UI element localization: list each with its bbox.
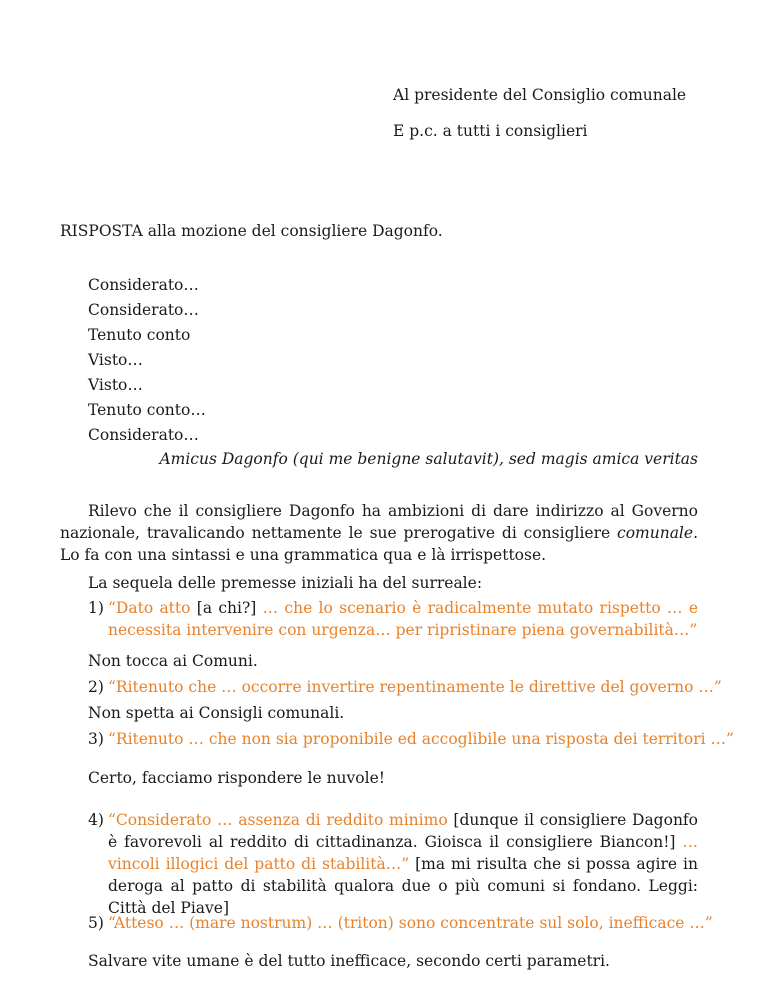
item-quote: “Dato atto (108, 599, 191, 617)
item-body (108, 912, 713, 934)
premise-item: Visto… (88, 376, 143, 394)
item-quote: … vincoli illogici del patto di stabilità…” (108, 833, 698, 873)
intro-paragraph (60, 500, 698, 566)
item-quote: “Considerato … assenza di reddito minimo (108, 811, 448, 829)
item-number: 5) (88, 914, 104, 932)
premise-item: Considerato… (88, 426, 199, 444)
item-comment-inline: [ma mi risulta che si possa agire in deroga al patto di stabilità qualora due o più comuni si fondano. Leggi: Città del Piave] (108, 855, 698, 917)
item-body (108, 809, 698, 919)
item-quote: “Ritenuto che … occorre invertire repentinamente le direttive del governo …” (108, 678, 722, 696)
sequence-intro: La sequela delle premesse iniziali ha del surreale: (88, 574, 483, 592)
list-item (88, 728, 734, 750)
item-quote: “Ritenuto … che non sia proponibile ed accoglibile una risposta dei territori …” (108, 730, 734, 748)
item-number: 1) (88, 599, 104, 617)
item-number: 2) (88, 678, 104, 696)
premise-item: Visto… (88, 351, 143, 369)
item-comment: Non spetta ai Consigli comunali. (88, 704, 345, 722)
item-number: 3) (88, 730, 104, 748)
premise-item: Tenuto conto… (88, 401, 206, 419)
item-comment-inline: [dunque il consigliere Dagonfo è favorevoli al reddito di cittadinanza. Gioisca il consigliere Biancon!] (108, 811, 698, 851)
intro-text: Rilevo che il consigliere Dagonfo ha ambizioni di dare indirizzo al Governo nazionale, travalicando nettamente le sue prerogative di consigliere (60, 502, 698, 542)
item-body (108, 597, 698, 641)
intro-emphasis: comunale (617, 524, 694, 542)
item-body (108, 676, 722, 698)
item-comment: Non tocca ai Comuni. (88, 652, 258, 670)
latin-motto: Amicus Dagonfo (qui me benigne salutavit), sed magis amica veritas (159, 450, 698, 468)
list-item (88, 597, 698, 641)
item-number: 4) (88, 811, 104, 829)
document-title: RISPOSTA alla mozione del consigliere Dagonfo. (60, 222, 443, 240)
cc-line: E p.c. a tutti i consiglieri (393, 122, 588, 140)
list-item (88, 676, 722, 698)
intro-text: . Lo fa con una sintassi e una grammatica qua e là irrispettose. (60, 524, 698, 564)
recipient-line: Al presidente del Consiglio comunale (393, 86, 687, 104)
item-quote: … che lo scenario è radicalmente mutato rispetto … e necessita intervenire con urgenza… per ripristinare piena governabilità…” (108, 599, 698, 639)
premise-item: Considerato… (88, 276, 199, 294)
item-comment: Certo, facciamo rispondere le nuvole! (88, 769, 385, 787)
premise-item: Considerato… (88, 301, 199, 319)
item-quote: “Atteso … (mare nostrum) … (triton) sono concentrate sul solo, inefficace …” (108, 914, 713, 932)
premise-item: Tenuto conto (88, 326, 191, 344)
list-item (88, 912, 713, 934)
item-body (108, 728, 734, 750)
list-item (88, 809, 698, 919)
item-comment: Salvare vite umane è del tutto inefficace, secondo certi parametri. (88, 952, 610, 970)
item-comment-inline: [a chi?] (190, 599, 263, 617)
